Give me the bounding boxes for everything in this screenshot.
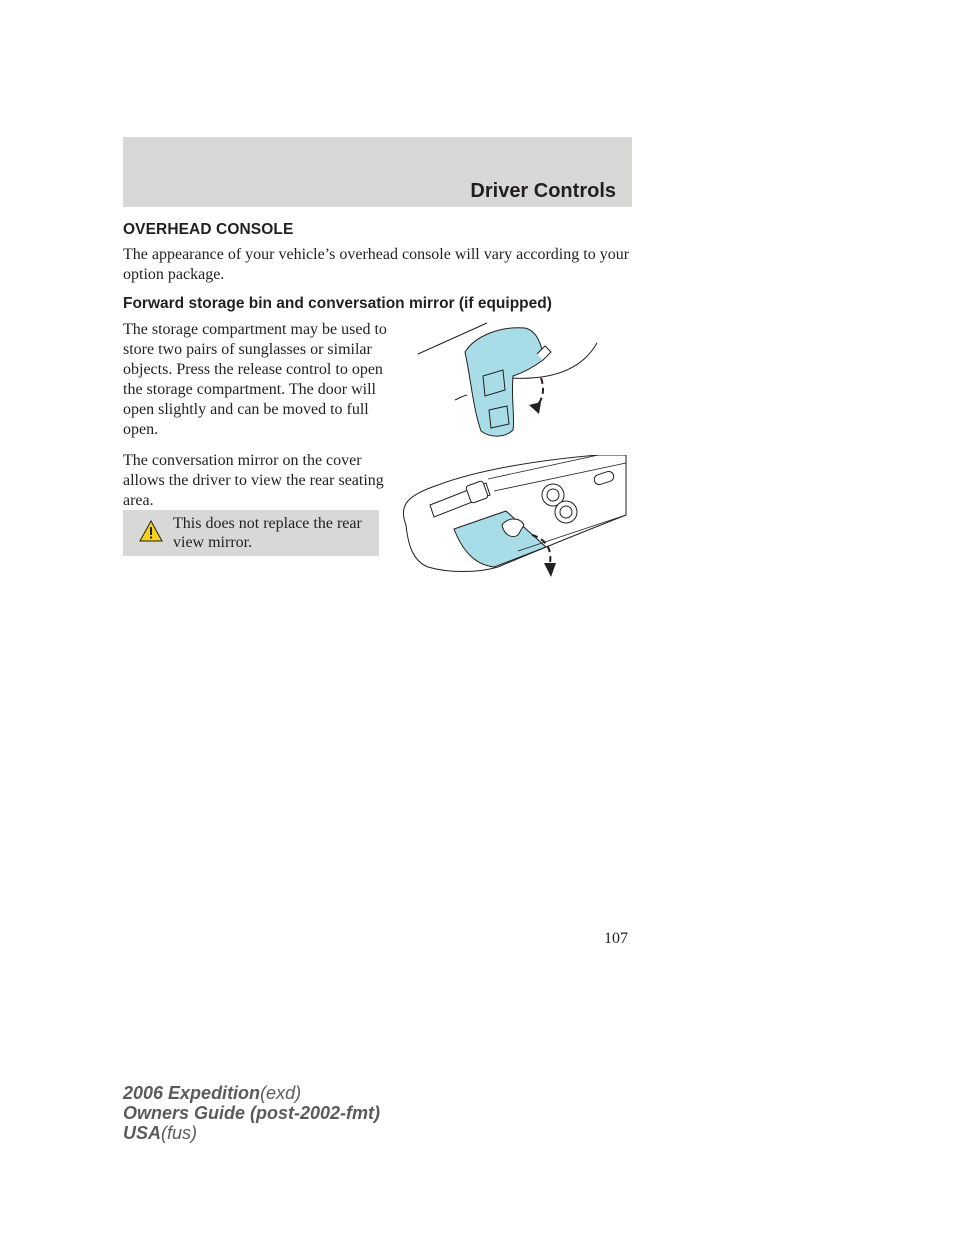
chapter-title: Driver Controls xyxy=(470,180,616,202)
footer-model-code: (exd) xyxy=(260,1083,302,1103)
subsection-heading: Forward storage bin and conversation mirror (if equipped) xyxy=(123,295,552,312)
warning-triangle-icon xyxy=(139,520,163,542)
footer xyxy=(123,1083,380,1143)
footer-guide: Owners Guide (post-2002-fmt) xyxy=(123,1103,381,1123)
footer-line-1 xyxy=(123,1083,380,1103)
mirror-paragraph: The conversation mirror on the cover allows the driver to view the rear seating area. xyxy=(123,452,384,509)
intro-paragraph: The appearance of your vehicle’s overhead console will vary according to your option package. xyxy=(123,246,630,283)
page-number: 107 xyxy=(604,930,628,947)
footer-model: 2006 Expedition xyxy=(123,1083,261,1103)
storage-paragraph: The storage compartment may be used to store two pairs of sunglasses or similar objects. Press the release control to open the storage compartment. The door will open slightly and can be moved to full open. xyxy=(123,321,387,438)
section-heading: OVERHEAD CONSOLE xyxy=(123,221,294,238)
overhead-console-illustration xyxy=(398,455,628,585)
storage-bin-illustration xyxy=(415,318,605,443)
header-band xyxy=(123,137,632,207)
footer-line-2 xyxy=(123,1103,380,1123)
footer-market-code: (fus) xyxy=(161,1123,198,1143)
warning-box xyxy=(123,510,379,556)
footer-line-3 xyxy=(123,1123,380,1143)
warning-text: This does not replace the rear view mirror. xyxy=(173,515,362,551)
footer-market: USA xyxy=(123,1123,162,1143)
